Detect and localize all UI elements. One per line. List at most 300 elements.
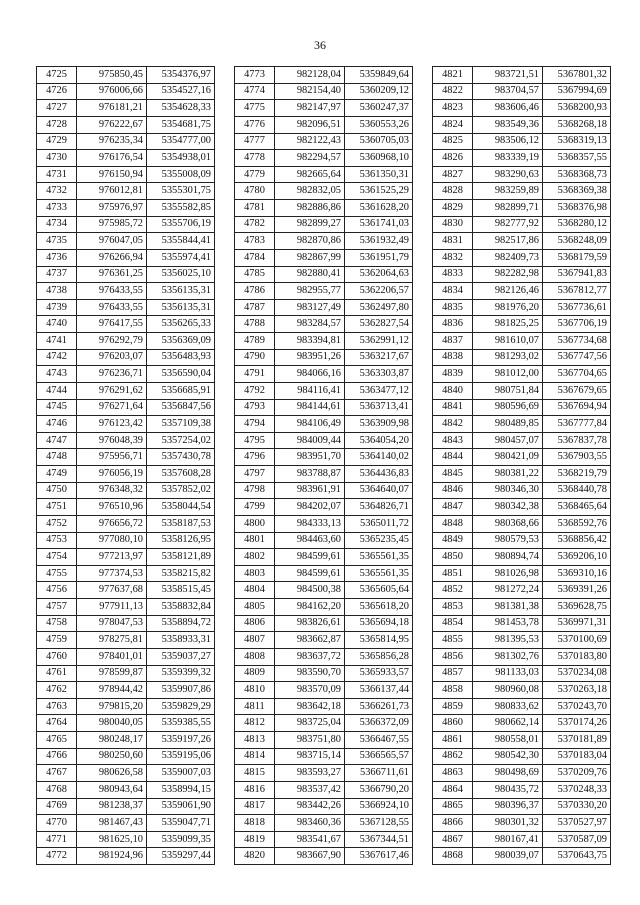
- table-row: [37, 316, 215, 333]
- x-coordinate: 975985,72: [77, 216, 147, 233]
- y-coordinate: 5369391,26: [543, 582, 611, 599]
- table-row: [37, 183, 215, 200]
- y-coordinate: 5363477,12: [345, 382, 413, 399]
- y-coordinate: 5362206,57: [345, 283, 413, 300]
- y-coordinate: 5362827,54: [345, 316, 413, 333]
- table-row: [235, 449, 413, 466]
- y-coordinate: 5369971,31: [543, 615, 611, 632]
- table-row: [235, 416, 413, 433]
- table-row: [433, 765, 611, 782]
- table-row: [37, 682, 215, 699]
- x-coordinate: 981381,38: [473, 599, 543, 616]
- y-coordinate: 5367736,61: [543, 299, 611, 316]
- table-row: [433, 150, 611, 167]
- y-coordinate: 5355974,41: [147, 249, 215, 266]
- table-row: [37, 499, 215, 516]
- x-coordinate: 981453,78: [473, 615, 543, 632]
- point-number: 4860: [433, 715, 473, 732]
- table-row: [235, 100, 413, 117]
- table-row: [235, 831, 413, 848]
- x-coordinate: 984009,44: [275, 432, 345, 449]
- y-coordinate: 5356483,93: [147, 349, 215, 366]
- y-coordinate: 5358832,84: [147, 599, 215, 616]
- table-row: [37, 482, 215, 499]
- table-row: [37, 515, 215, 532]
- point-number: 4746: [37, 416, 77, 433]
- y-coordinate: 5369310,16: [543, 565, 611, 582]
- point-number: 4826: [433, 150, 473, 167]
- point-number: 4764: [37, 715, 77, 732]
- x-coordinate: 980421,09: [473, 449, 543, 466]
- y-coordinate: 5369628,75: [543, 599, 611, 616]
- x-coordinate: 980457,07: [473, 432, 543, 449]
- x-coordinate: 983541,67: [275, 831, 345, 848]
- table-row: [433, 549, 611, 566]
- table-row: [433, 815, 611, 832]
- table-row: [37, 249, 215, 266]
- y-coordinate: 5365618,20: [345, 599, 413, 616]
- y-coordinate: 5356847,56: [147, 399, 215, 416]
- y-coordinate: 5368248,09: [543, 233, 611, 250]
- table-row: [235, 333, 413, 350]
- y-coordinate: 5370330,20: [543, 798, 611, 815]
- point-number: 4752: [37, 515, 77, 532]
- x-coordinate: 983570,09: [275, 682, 345, 699]
- point-number: 4832: [433, 249, 473, 266]
- y-coordinate: 5370243,70: [543, 698, 611, 715]
- y-coordinate: 5363303,87: [345, 366, 413, 383]
- table-row: [235, 432, 413, 449]
- x-coordinate: 982899,71: [473, 200, 543, 217]
- y-coordinate: 5354527,16: [147, 83, 215, 100]
- x-coordinate: 982282,98: [473, 266, 543, 283]
- point-number: 4760: [37, 648, 77, 665]
- table-row: [37, 748, 215, 765]
- x-coordinate: 981924,96: [77, 848, 147, 865]
- x-coordinate: 983667,90: [275, 848, 345, 865]
- point-number: 4822: [433, 83, 473, 100]
- point-number: 4768: [37, 781, 77, 798]
- table-row: [433, 698, 611, 715]
- y-coordinate: 5366372,09: [345, 715, 413, 732]
- table-row: [235, 648, 413, 665]
- table-row: [235, 732, 413, 749]
- y-coordinate: 5354628,33: [147, 100, 215, 117]
- point-number: 4821: [433, 67, 473, 84]
- table-row: [433, 632, 611, 649]
- x-coordinate: 976417,55: [77, 316, 147, 333]
- y-coordinate: 5358215,82: [147, 565, 215, 582]
- point-number: 4808: [235, 648, 275, 665]
- table-row: [37, 532, 215, 549]
- x-coordinate: 982665,64: [275, 166, 345, 183]
- y-coordinate: 5367128,55: [345, 815, 413, 832]
- x-coordinate: 983259,89: [473, 183, 543, 200]
- point-number: 4750: [37, 482, 77, 499]
- point-number: 4858: [433, 682, 473, 699]
- y-coordinate: 5358126,95: [147, 532, 215, 549]
- x-coordinate: 981625,10: [77, 831, 147, 848]
- table-row: [37, 150, 215, 167]
- point-number: 4726: [37, 83, 77, 100]
- point-number: 4830: [433, 216, 473, 233]
- table-row: [433, 732, 611, 749]
- point-number: 4745: [37, 399, 77, 416]
- point-number: 4811: [235, 698, 275, 715]
- point-number: 4784: [235, 249, 275, 266]
- x-coordinate: 983549,36: [473, 116, 543, 133]
- y-coordinate: 5368465,64: [543, 499, 611, 516]
- table-row: [235, 133, 413, 150]
- x-coordinate: 983127,49: [275, 299, 345, 316]
- x-coordinate: 983951,70: [275, 449, 345, 466]
- table-row: [235, 798, 413, 815]
- y-coordinate: 5367679,65: [543, 382, 611, 399]
- table-row: [37, 100, 215, 117]
- x-coordinate: 982147,97: [275, 100, 345, 117]
- point-number: 4851: [433, 565, 473, 582]
- x-coordinate: 980040,05: [77, 715, 147, 732]
- y-coordinate: 5359099,35: [147, 831, 215, 848]
- y-coordinate: 5355008,09: [147, 166, 215, 183]
- x-coordinate: 976056,19: [77, 466, 147, 483]
- point-number: 4827: [433, 166, 473, 183]
- x-coordinate: 978401,01: [77, 648, 147, 665]
- x-coordinate: 981026,98: [473, 565, 543, 582]
- x-coordinate: 981238,37: [77, 798, 147, 815]
- point-number: 4818: [235, 815, 275, 832]
- point-number: 4813: [235, 732, 275, 749]
- x-coordinate: 976150,94: [77, 166, 147, 183]
- y-coordinate: 5367706,19: [543, 316, 611, 333]
- x-coordinate: 983642,18: [275, 698, 345, 715]
- x-coordinate: 983606,46: [473, 100, 543, 117]
- y-coordinate: 5361628,20: [345, 200, 413, 217]
- x-coordinate: 976292,79: [77, 333, 147, 350]
- y-coordinate: 5366467,55: [345, 732, 413, 749]
- point-number: 4819: [235, 831, 275, 848]
- table-row: [37, 166, 215, 183]
- x-coordinate: 976291,62: [77, 382, 147, 399]
- y-coordinate: 5367837,78: [543, 432, 611, 449]
- table-row: [433, 133, 611, 150]
- x-coordinate: 976236,71: [77, 366, 147, 383]
- y-coordinate: 5365561,35: [345, 565, 413, 582]
- x-coordinate: 980167,41: [473, 831, 543, 848]
- table-row: [235, 632, 413, 649]
- point-number: 4748: [37, 449, 77, 466]
- table-row: [433, 615, 611, 632]
- table-row: [37, 233, 215, 250]
- y-coordinate: 5361350,31: [345, 166, 413, 183]
- x-coordinate: 980542,30: [473, 748, 543, 765]
- table-row: [433, 233, 611, 250]
- table-row: [433, 532, 611, 549]
- y-coordinate: 5362064,63: [345, 266, 413, 283]
- point-number: 4741: [37, 333, 77, 350]
- point-number: 4855: [433, 632, 473, 649]
- table-row: [433, 316, 611, 333]
- point-number: 4773: [235, 67, 275, 84]
- point-number: 4731: [37, 166, 77, 183]
- y-coordinate: 5368376,98: [543, 200, 611, 217]
- table-row: [433, 100, 611, 117]
- point-number: 4840: [433, 382, 473, 399]
- table-row: [37, 333, 215, 350]
- y-coordinate: 5367734,68: [543, 333, 611, 350]
- point-number: 4850: [433, 549, 473, 566]
- point-number: 4810: [235, 682, 275, 699]
- x-coordinate: 980435,72: [473, 781, 543, 798]
- x-coordinate: 981976,20: [473, 299, 543, 316]
- point-number: 4799: [235, 499, 275, 516]
- y-coordinate: 5357254,02: [147, 432, 215, 449]
- y-coordinate: 5362497,80: [345, 299, 413, 316]
- x-coordinate: 980833,62: [473, 698, 543, 715]
- y-coordinate: 5356025,10: [147, 266, 215, 283]
- table-row: [235, 283, 413, 300]
- table-row: [433, 748, 611, 765]
- table-row: [433, 449, 611, 466]
- coordinates-table-3: [432, 66, 611, 865]
- point-number: 4743: [37, 366, 77, 383]
- table-row: [37, 299, 215, 316]
- table-row: [235, 399, 413, 416]
- y-coordinate: 5364054,20: [345, 432, 413, 449]
- x-coordinate: 982126,46: [473, 283, 543, 300]
- x-coordinate: 980381,22: [473, 466, 543, 483]
- table-row: [235, 765, 413, 782]
- point-number: 4765: [37, 732, 77, 749]
- table-row: [433, 216, 611, 233]
- y-coordinate: 5364826,71: [345, 499, 413, 516]
- point-number: 4779: [235, 166, 275, 183]
- point-number: 4770: [37, 815, 77, 832]
- table-row: [433, 515, 611, 532]
- x-coordinate: 980368,66: [473, 515, 543, 532]
- table-row: [235, 499, 413, 516]
- x-coordinate: 976048,39: [77, 432, 147, 449]
- y-coordinate: 5368268,18: [543, 116, 611, 133]
- point-number: 4823: [433, 100, 473, 117]
- y-coordinate: 5360968,10: [345, 150, 413, 167]
- point-number: 4793: [235, 399, 275, 416]
- x-coordinate: 983637,72: [275, 648, 345, 665]
- x-coordinate: 977213,97: [77, 549, 147, 566]
- point-number: 4836: [433, 316, 473, 333]
- x-coordinate: 981825,25: [473, 316, 543, 333]
- table-row: [235, 615, 413, 632]
- y-coordinate: 5355301,75: [147, 183, 215, 200]
- x-coordinate: 982409,73: [473, 249, 543, 266]
- y-coordinate: 5360209,12: [345, 83, 413, 100]
- point-number: 4751: [37, 499, 77, 516]
- point-number: 4842: [433, 416, 473, 433]
- x-coordinate: 976012,81: [77, 183, 147, 200]
- point-number: 4794: [235, 416, 275, 433]
- y-coordinate: 5365011,72: [345, 515, 413, 532]
- x-coordinate: 983826,61: [275, 615, 345, 632]
- table-row: [235, 299, 413, 316]
- x-coordinate: 982832,05: [275, 183, 345, 200]
- coordinates-table-1: [36, 66, 215, 865]
- point-number: 4845: [433, 466, 473, 483]
- table-row: [433, 183, 611, 200]
- y-coordinate: 5366924,10: [345, 798, 413, 815]
- y-coordinate: 5357852,02: [147, 482, 215, 499]
- point-number: 4863: [433, 765, 473, 782]
- x-coordinate: 976348,32: [77, 482, 147, 499]
- y-coordinate: 5358515,45: [147, 582, 215, 599]
- y-coordinate: 5366137,44: [345, 682, 413, 699]
- x-coordinate: 980396,37: [473, 798, 543, 815]
- y-coordinate: 5356369,09: [147, 333, 215, 350]
- point-number: 4849: [433, 532, 473, 549]
- table-row: [433, 848, 611, 865]
- y-coordinate: 5367941,83: [543, 266, 611, 283]
- x-coordinate: 982154,40: [275, 83, 345, 100]
- y-coordinate: 5370234,08: [543, 665, 611, 682]
- y-coordinate: 5355582,85: [147, 200, 215, 217]
- point-number: 4806: [235, 615, 275, 632]
- point-number: 4778: [235, 150, 275, 167]
- point-number: 4798: [235, 482, 275, 499]
- y-coordinate: 5364140,02: [345, 449, 413, 466]
- table-row: [37, 200, 215, 217]
- table-row: [37, 83, 215, 100]
- y-coordinate: 5365694,18: [345, 615, 413, 632]
- point-number: 4844: [433, 449, 473, 466]
- point-number: 4801: [235, 532, 275, 549]
- y-coordinate: 5359047,71: [147, 815, 215, 832]
- point-number: 4841: [433, 399, 473, 416]
- x-coordinate: 981293,02: [473, 349, 543, 366]
- table-row: [37, 266, 215, 283]
- y-coordinate: 5367617,46: [345, 848, 413, 865]
- y-coordinate: 5357608,28: [147, 466, 215, 483]
- x-coordinate: 976176,54: [77, 150, 147, 167]
- x-coordinate: 983284,57: [275, 316, 345, 333]
- point-number: 4807: [235, 632, 275, 649]
- point-number: 4828: [433, 183, 473, 200]
- table-row: [235, 599, 413, 616]
- x-coordinate: 981272,24: [473, 582, 543, 599]
- y-coordinate: 5364436,83: [345, 466, 413, 483]
- y-coordinate: 5359061,90: [147, 798, 215, 815]
- y-coordinate: 5367812,77: [543, 283, 611, 300]
- table-row: [433, 116, 611, 133]
- table-row: [433, 200, 611, 217]
- x-coordinate: 980751,84: [473, 382, 543, 399]
- x-coordinate: 980346,30: [473, 482, 543, 499]
- point-number: 4763: [37, 698, 77, 715]
- table-row: [37, 665, 215, 682]
- point-number: 4797: [235, 466, 275, 483]
- x-coordinate: 979815,20: [77, 698, 147, 715]
- table-row: [235, 582, 413, 599]
- point-number: 4729: [37, 133, 77, 150]
- table-row: [37, 848, 215, 865]
- y-coordinate: 5363909,98: [345, 416, 413, 433]
- y-coordinate: 5357430,78: [147, 449, 215, 466]
- x-coordinate: 980248,17: [77, 732, 147, 749]
- table-row: [433, 831, 611, 848]
- table-row: [433, 399, 611, 416]
- x-coordinate: 983506,12: [473, 133, 543, 150]
- x-coordinate: 976510,96: [77, 499, 147, 516]
- x-coordinate: 982096,51: [275, 116, 345, 133]
- y-coordinate: 5367801,32: [543, 67, 611, 84]
- point-number: 4742: [37, 349, 77, 366]
- table-row: [433, 266, 611, 283]
- point-number: 4775: [235, 100, 275, 117]
- x-coordinate: 976047,05: [77, 233, 147, 250]
- table-row: [37, 698, 215, 715]
- x-coordinate: 982880,41: [275, 266, 345, 283]
- x-coordinate: 984202,07: [275, 499, 345, 516]
- table-row: [37, 648, 215, 665]
- y-coordinate: 5362991,12: [345, 333, 413, 350]
- table-row: [37, 67, 215, 84]
- table-row: [235, 815, 413, 832]
- point-number: 4744: [37, 382, 77, 399]
- y-coordinate: 5360705,03: [345, 133, 413, 150]
- point-number: 4864: [433, 781, 473, 798]
- y-coordinate: 5367704,65: [543, 366, 611, 383]
- y-coordinate: 5359195,06: [147, 748, 215, 765]
- x-coordinate: 983961,91: [275, 482, 345, 499]
- point-number: 4766: [37, 748, 77, 765]
- y-coordinate: 5370181,89: [543, 732, 611, 749]
- x-coordinate: 980558,01: [473, 732, 543, 749]
- table-row: [235, 715, 413, 732]
- point-number: 4865: [433, 798, 473, 815]
- x-coordinate: 980662,14: [473, 715, 543, 732]
- y-coordinate: 5370209,76: [543, 765, 611, 782]
- point-number: 4727: [37, 100, 77, 117]
- x-coordinate: 984463,60: [275, 532, 345, 549]
- point-number: 4820: [235, 848, 275, 865]
- point-number: 4815: [235, 765, 275, 782]
- x-coordinate: 982294,57: [275, 150, 345, 167]
- x-coordinate: 983704,57: [473, 83, 543, 100]
- y-coordinate: 5370183,80: [543, 648, 611, 665]
- table-row: [433, 798, 611, 815]
- point-number: 4804: [235, 582, 275, 599]
- x-coordinate: 981467,43: [77, 815, 147, 832]
- point-number: 4736: [37, 249, 77, 266]
- table-row: [37, 466, 215, 483]
- x-coordinate: 982886,86: [275, 200, 345, 217]
- point-number: 4735: [37, 233, 77, 250]
- x-coordinate: 982867,99: [275, 249, 345, 266]
- x-coordinate: 980596,69: [473, 399, 543, 416]
- table-row: [235, 216, 413, 233]
- table-row: [235, 150, 413, 167]
- y-coordinate: 5359907,86: [147, 682, 215, 699]
- point-number: 4747: [37, 432, 77, 449]
- table-row: [37, 815, 215, 832]
- point-number: 4788: [235, 316, 275, 333]
- x-coordinate: 984599,61: [275, 565, 345, 582]
- point-number: 4730: [37, 150, 77, 167]
- x-coordinate: 981012,00: [473, 366, 543, 383]
- point-number: 4809: [235, 665, 275, 682]
- table-row: [37, 565, 215, 582]
- point-number: 4796: [235, 449, 275, 466]
- x-coordinate: 983715,14: [275, 748, 345, 765]
- y-coordinate: 5367747,56: [543, 349, 611, 366]
